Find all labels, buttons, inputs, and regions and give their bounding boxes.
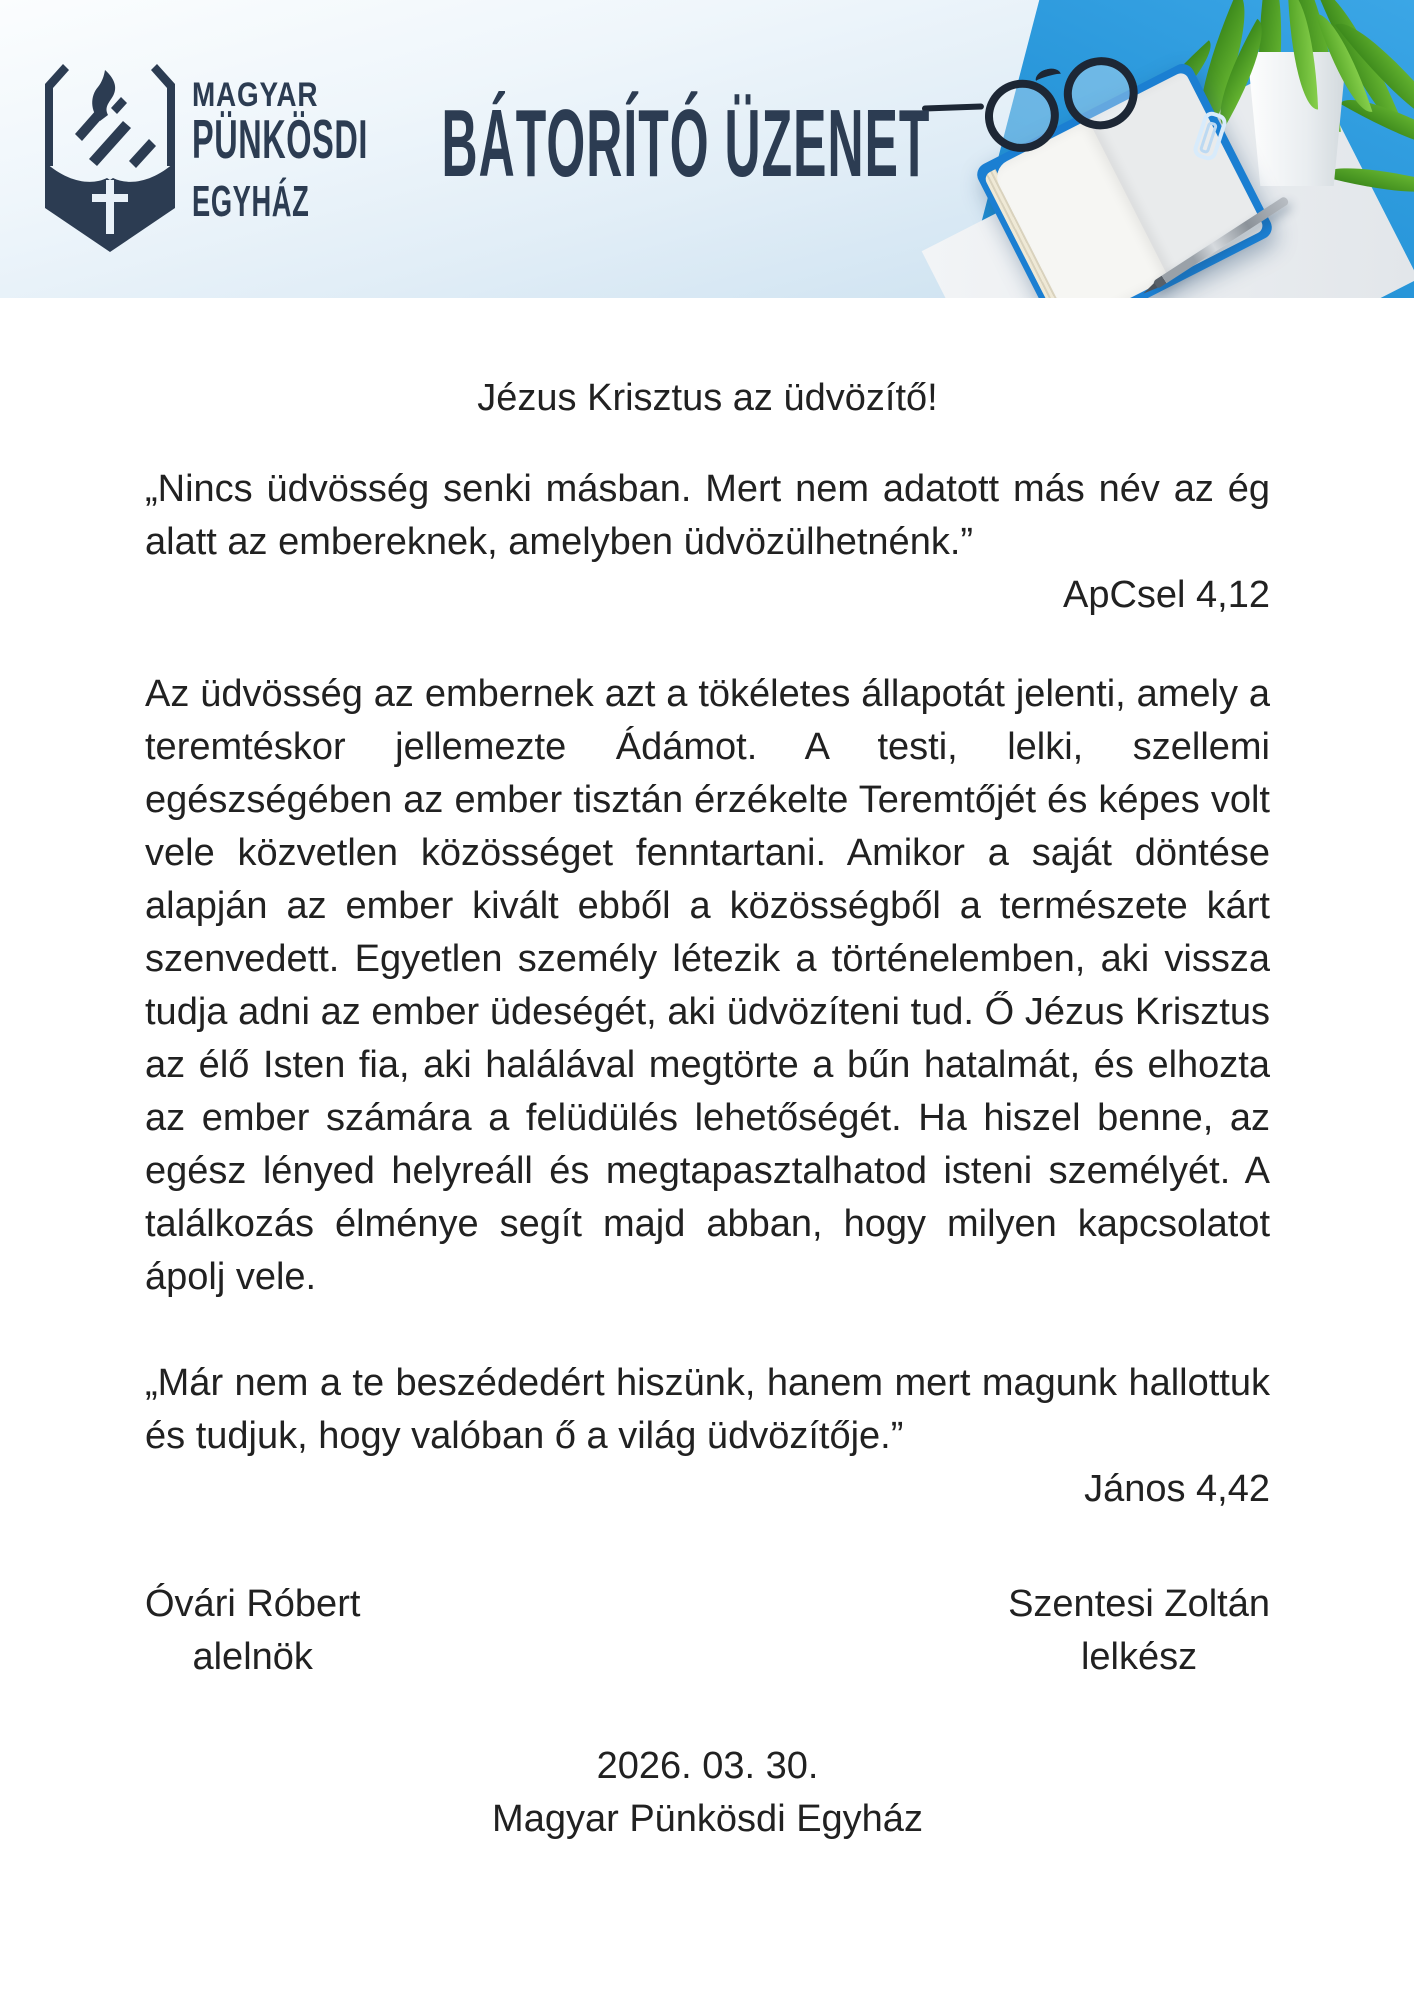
signature-name: Óvári Róbert <box>145 1583 361 1625</box>
signature-role: lelkész <box>1080 1636 1198 1678</box>
header-banner <box>0 0 1414 298</box>
letter-title: Jézus Krisztus az üdvözítő! <box>477 377 938 419</box>
letter-body-paragraph: Az üdvösség az embernek azt a tökéletes állapotát jelenti, amely a teremtéskor jellemezte Ádámot. A testi, lelki, szellemi egészségében az ember tisztán érzékelte Teremtőjét és képes volt vele közvetlen közösséget fenntartani. Amikor a saját döntése alapján az ember kivált ebből a közösségből a természete kárt szenvedett. Egyetlen személy létezik a történelemben, aki vissza tudja adni az ember üdeségét, aki üdvözíteni tud. Ő Jézus Krisztus az élő Isten fia, aki halálával megtörte a bűn hatalmát, és elhozta az ember számára a felüdülés lehetőségét. Ha hiszel benne, az egész lényed helyreáll és megtapasztalhatod isteni személyét. A találkozás élménye segít majd abban, hogy milyen kapcsolatot ápolj vele. <box>145 673 1270 1298</box>
banner-title: BÁTORÍTÓ ÜZENET <box>441 90 931 197</box>
letter-date: 2026. 03. 30. <box>596 1745 819 1787</box>
signature-block-left <box>145 1578 360 1684</box>
church-logo-icon <box>45 62 175 254</box>
organization-name: Magyar Pünkösdi Egyház <box>492 1798 923 1840</box>
signature-name: Szentesi Zoltán <box>1008 1583 1270 1625</box>
signature-block-right <box>1008 1578 1270 1684</box>
logo-text-punkosdi: PÜNKÖSDI <box>192 108 369 170</box>
scripture-reference-2: János 4,42 <box>1084 1468 1270 1510</box>
glasses-temple <box>922 103 984 111</box>
glasses-bridge <box>1034 66 1064 90</box>
signature-role: alelnök <box>192 1636 313 1678</box>
scripture-quote-1: „Nincs üdvösség senki másban. Mert nem adatott más név az ég alatt az embereknek, amelyben üdvözülhetnénk.” <box>145 468 1270 563</box>
scripture-reference-1: ApCsel 4,12 <box>1062 574 1270 616</box>
logo-text-magyar: MAGYAR <box>192 76 319 114</box>
scripture-quote-2: „Már nem a te beszédedért hiszünk, hanem mert magunk hallottuk és tudjuk, hogy valóban ő a világ üdvözítője.” <box>145 1362 1270 1457</box>
logo-text-egyhaz: EGYHÁZ <box>192 177 310 226</box>
letter-footer <box>145 1740 1270 1846</box>
